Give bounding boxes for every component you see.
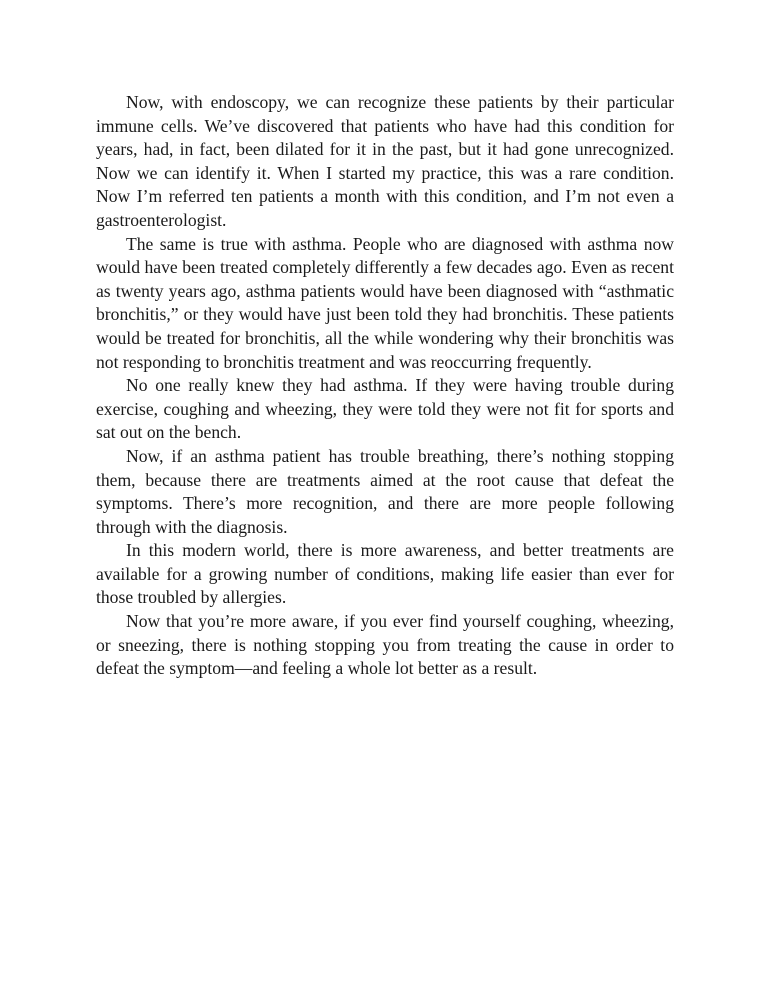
paragraph-conclusion: Now that you’re more aware, if you ever find yourself coughing, wheezing, or sneezing, there is nothing stopping you from treating the cause in order to defeat the symptom—and feeling a whole lot better as a result. [96,611,674,679]
paragraph-asthma-history: The same is true with asthma. People who are diagnosed with asthma now would have been treated completely differently a few decades ago. Even as recent as twenty years ago, asthma patients would have been diagnosed with “asthmatic bronchitis,” or they would have just been told they had bronchitis. These patients would be treated for bronchitis, all the while wondering why their bronchitis was not responding to bronchitis treatment and was reoccurring frequently. [96,233,674,372]
paragraph-asthma-unknown: No one really knew they had asthma. If they were having trouble during exercise, coughing and wheezing, they were told they were not fit for sports and sat out on the bench. [96,375,674,443]
body-text [96,91,674,681]
paragraph-modern-world: In this modern world, there is more awareness, and better treatments are available for a growing number of conditions, making life easier than ever for those troubled by allergies. [96,540,674,608]
paragraph-asthma-treatment: Now, if an asthma patient has trouble breathing, there’s nothing stopping them, because there are treatments aimed at the root cause that defeat the symptoms. There’s more recognition, and there are more people following through with the diagnosis. [96,445,674,537]
paragraph-endoscopy: Now, with endoscopy, we can recognize these patients by their particular immune cells. We’ve discovered that patients who have had this condition for years, had, in fact, been dilated for it in the past, but it had gone unrecognized. Now we can identify it. When I started my practice, this was a rare condition. Now I’m referred ten patients a month with this condition, and I’m not even a gastroenterologist. [96,92,674,230]
